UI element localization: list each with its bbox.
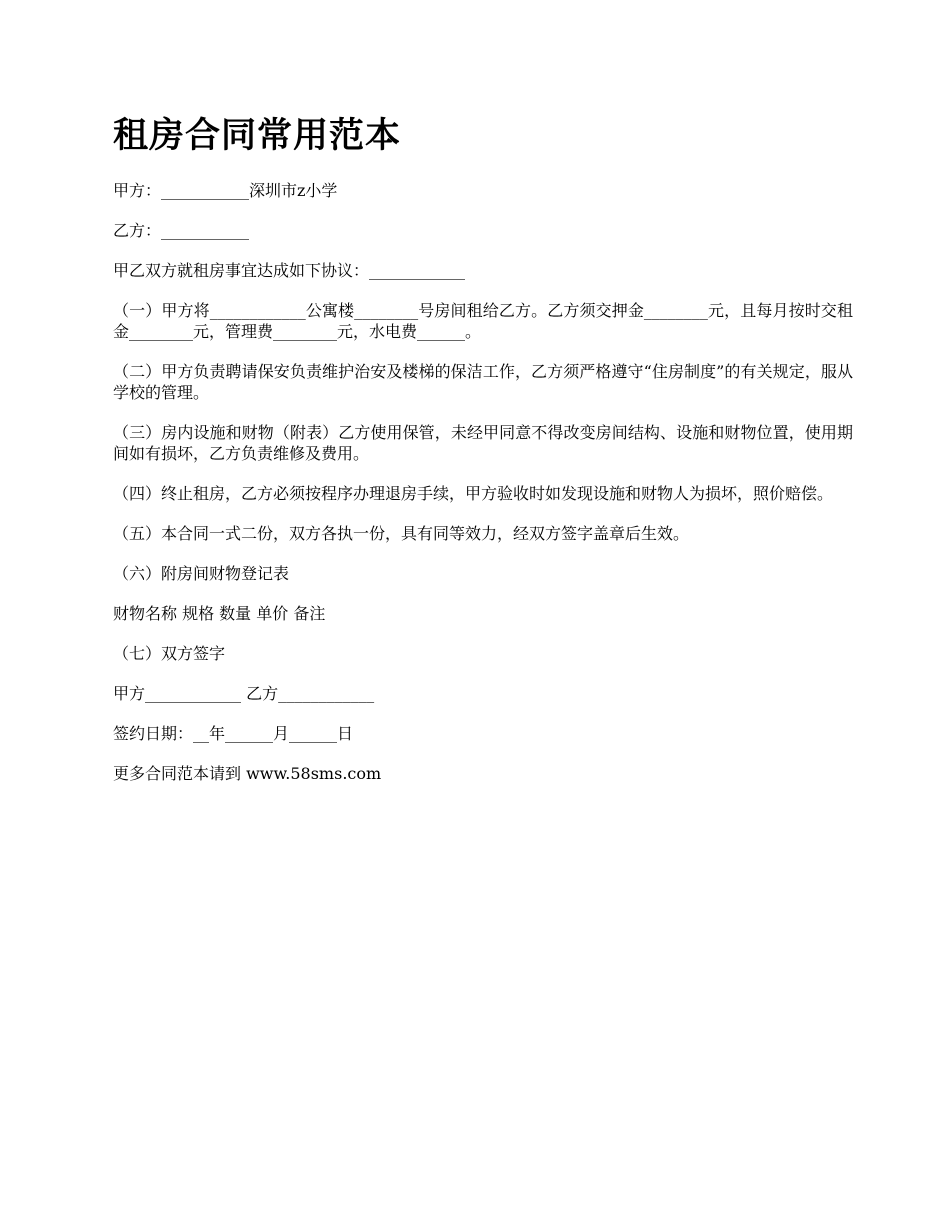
agreement-intro: 甲乙双方就租房事宜达成如下协议：____________ bbox=[113, 261, 466, 280]
clause-2: （二）甲方负责聘请保安负责维护治安及楼梯的保洁工作，乙方须严格遵守“住房制度”的有关规定，服从学校的管理。 bbox=[113, 362, 853, 402]
signature-line: 甲方____________ 乙方____________ bbox=[113, 684, 375, 703]
property-table-header: 财物名称 规格 数量 单价 备注 bbox=[113, 604, 326, 623]
document-title: 租房合同常用范本 bbox=[113, 116, 402, 156]
party-a-line: 甲方：___________深圳市z小学 bbox=[113, 181, 338, 200]
more-templates-link-text: 更多合同范本请到 www.58sms.com bbox=[113, 764, 382, 783]
clause-7: （七）双方签字 bbox=[113, 644, 226, 663]
clause-5: （五）本合同一式二份，双方各执一份，具有同等效力，经双方签字盖章后生效。 bbox=[113, 524, 690, 543]
document-page bbox=[113, 112, 853, 803]
signing-date-line: 签约日期：__年______月______日 bbox=[113, 724, 354, 743]
clause-4: （四）终止租房，乙方必须按程序办理退房手续，甲方验收时如发现设施和财物人为损坏，照价赔偿。 bbox=[113, 484, 834, 503]
party-b-line: 乙方：___________ bbox=[113, 221, 250, 240]
clause-3: （三）房内设施和财物（附表）乙方使用保管，未经甲同意不得改变房间结构、设施和财物位置，使用期间如有损坏，乙方负责维修及费用。 bbox=[113, 423, 853, 463]
clause-1: （一）甲方将____________公寓楼________号房间租给乙方。乙方须交押金________元，且每月按时交租金________元，管理费________元，水电费______。 bbox=[113, 301, 853, 341]
clause-6: （六）附房间财物登记表 bbox=[113, 564, 290, 583]
